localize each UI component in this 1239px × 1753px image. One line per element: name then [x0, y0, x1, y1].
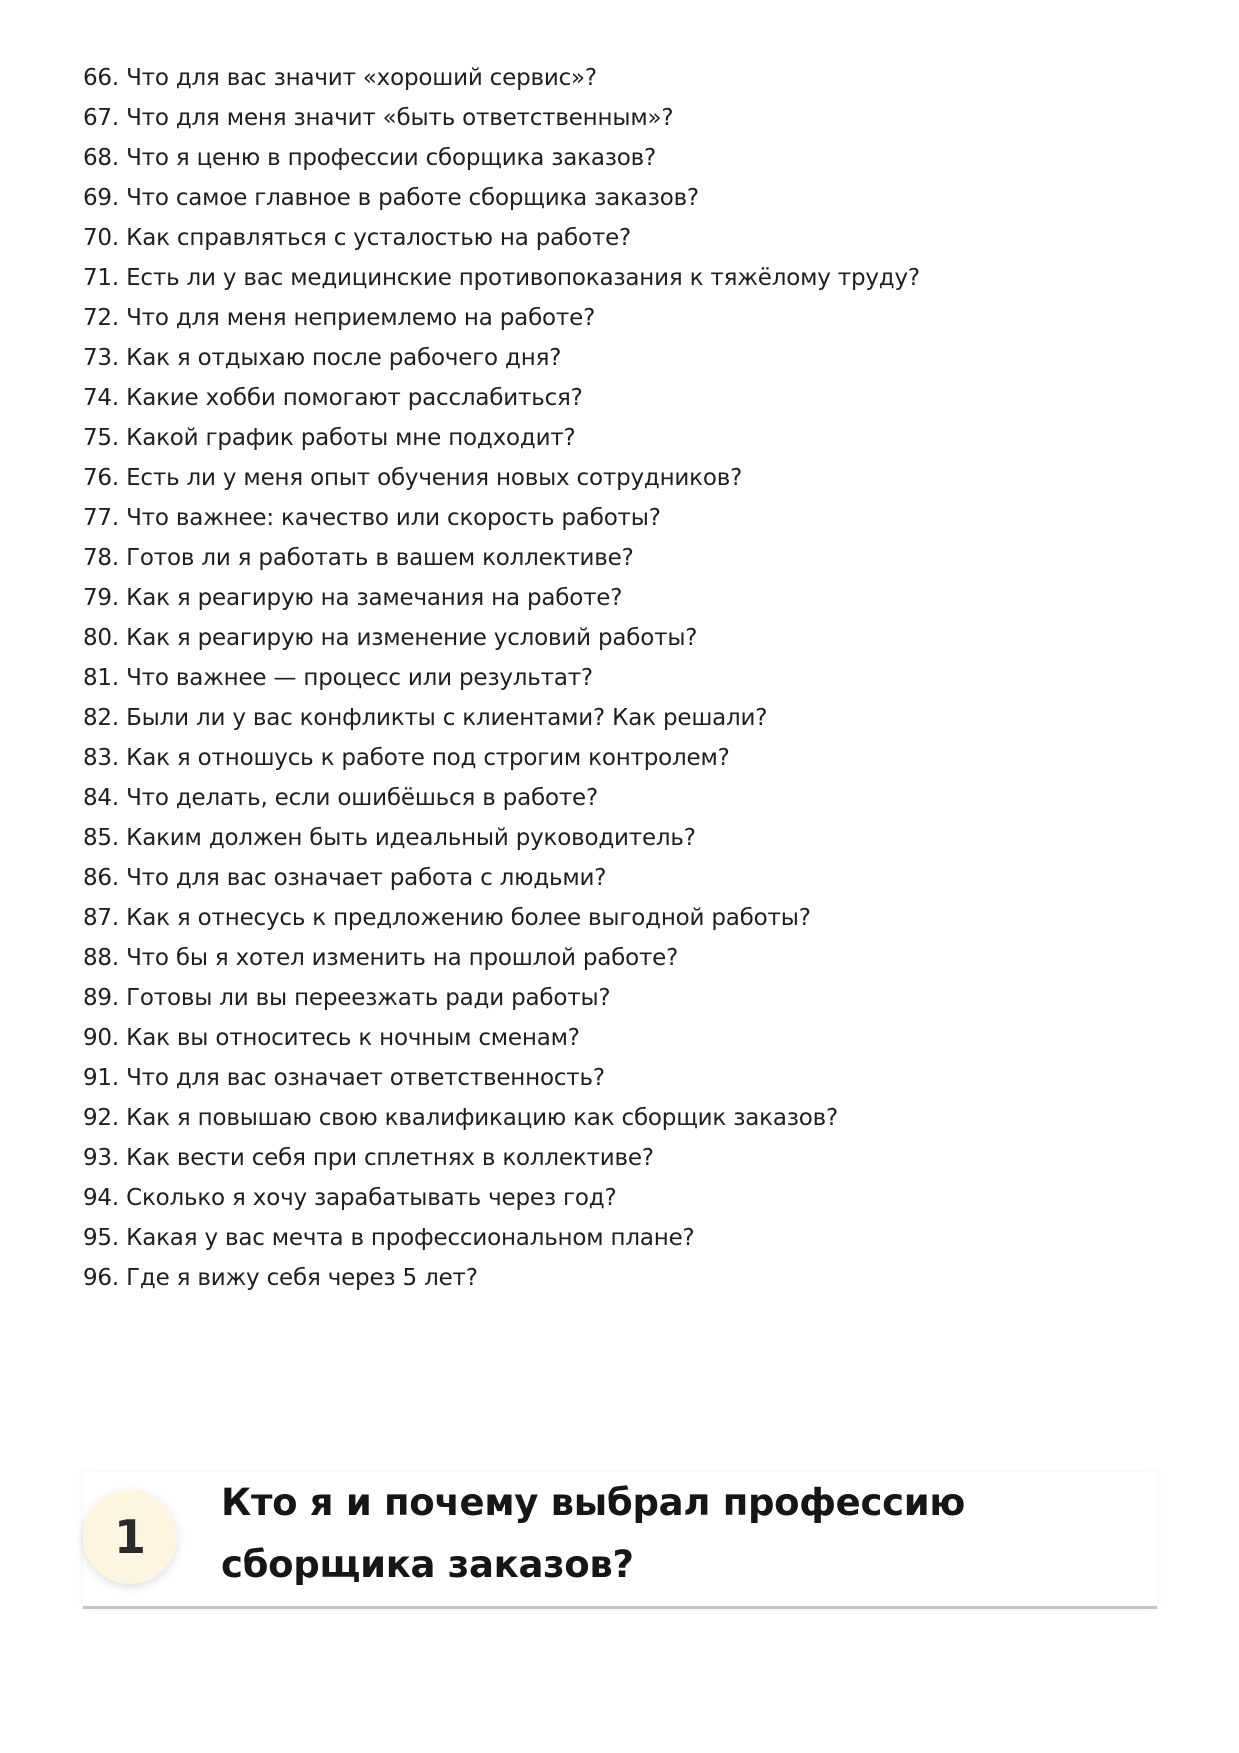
- section-title: Кто я и почему выбрал профессию сборщика заказов?: [221, 1481, 966, 1586]
- question-item: 90. Как вы относитесь к ночным сменам?: [83, 1025, 580, 1051]
- question-item: 91. Что для вас означает ответственность?: [83, 1065, 605, 1091]
- question-item: 78. Готов ли я работать в вашем коллективе?: [83, 545, 634, 571]
- question-item: 73. Как я отдыхаю после рабочего дня?: [83, 345, 562, 371]
- question-item: 87. Как я отнесусь к предложению более выгодной работы?: [83, 905, 811, 931]
- question-item: 77. Что важнее: качество или скорость работы?: [83, 505, 661, 531]
- question-item: 86. Что для вас означает работа с людьми?: [83, 865, 607, 891]
- question-item: 71. Есть ли у вас медицинские противопоказания к тяжёлому труду?: [83, 265, 920, 291]
- question-item: 85. Каким должен быть идеальный руководитель?: [83, 825, 696, 851]
- section-header-card: [83, 1472, 1157, 1609]
- question-item: 69. Что самое главное в работе сборщика заказов?: [83, 185, 699, 211]
- question-item: 79. Как я реагирую на замечания на работе?: [83, 585, 623, 611]
- question-item: 92. Как я повышаю свою квалификацию как сборщик заказов?: [83, 1105, 838, 1131]
- question-item: 89. Готовы ли вы переезжать ради работы?: [83, 985, 611, 1011]
- question-item: 70. Как справляться с усталостью на работе?: [83, 225, 632, 251]
- question-item: 75. Какой график работы мне подходит?: [83, 425, 576, 451]
- question-item: 74. Какие хобби помогают расслабиться?: [83, 385, 583, 411]
- question-list: [83, 58, 920, 1298]
- question-item: 67. Что для меня значит «быть ответственным»?: [83, 105, 674, 131]
- question-item: 76. Есть ли у меня опыт обучения новых сотрудников?: [83, 465, 743, 491]
- question-item: 93. Как вести себя при сплетнях в коллективе?: [83, 1145, 654, 1171]
- question-item: 83. Как я отношусь к работе под строгим контролем?: [83, 745, 730, 771]
- question-item: 81. Что важнее — процесс или результат?: [83, 665, 593, 691]
- question-item: 84. Что делать, если ошибёшься в работе?: [83, 785, 598, 811]
- question-item: 82. Были ли у вас конфликты с клиентами? Как решали?: [83, 705, 768, 731]
- question-item: 95. Какая у вас мечта в профессиональном плане?: [83, 1225, 695, 1251]
- question-item: 94. Сколько я хочу зарабатывать через год?: [83, 1185, 617, 1211]
- question-item: 66. Что для вас значит «хороший сервис»?: [83, 65, 597, 91]
- question-item: 80. Как я реагирую на изменение условий работы?: [83, 625, 698, 651]
- question-item: 68. Что я ценю в профессии сборщика заказов?: [83, 145, 656, 171]
- question-item: 96. Где я вижу себя через 5 лет?: [83, 1265, 478, 1291]
- question-item: 72. Что для меня неприемлемо на работе?: [83, 305, 596, 331]
- question-item: 88. Что бы я хотел изменить на прошлой работе?: [83, 945, 679, 971]
- section-number-badge: 1: [83, 1490, 177, 1584]
